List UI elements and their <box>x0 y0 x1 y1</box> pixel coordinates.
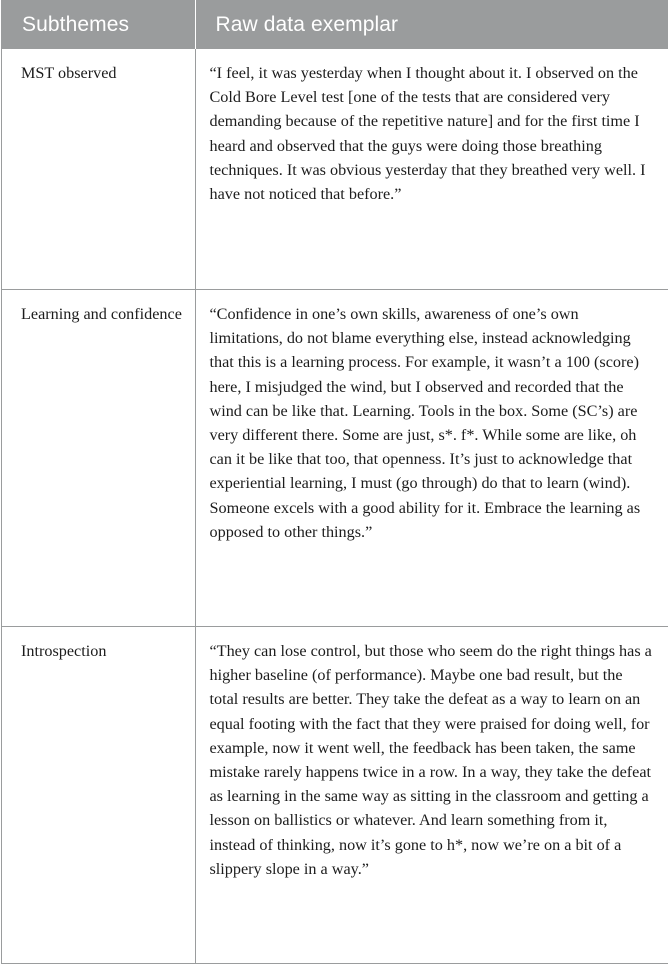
subthemes-table-container <box>1 0 668 964</box>
table-body <box>2 49 668 964</box>
exemplar-cell: “I feel, it was yesterday when I thought about it. I observed on the Cold Bore Level test [one of the tests that are considered very demanding because of the repetitive nature] and for the first time I heard and observed that the guys were doing those breathing techniques. It was obvious yesterday that they breathed very well. I have not noticed that before.” <box>195 49 668 290</box>
subtheme-cell: Introspection <box>2 627 195 964</box>
header-row <box>2 0 668 49</box>
header-subthemes: Subthemes <box>2 0 195 49</box>
table-header <box>2 0 668 49</box>
header-raw-data-exemplar: Raw data exemplar <box>195 0 668 49</box>
exemplar-cell: “Confidence in one’s own skills, awareness of one’s own limitations, do not blame everything else, instead acknowledging that this is a learning process. For example, it wasn’t a 100 (score) here, I misjudged the wind, but I observed and recorded that the wind can be like that. Learning. Tools in the box. Some (SC’s) are very different there. Some are just, s*. f*. While some are like, oh can it be like that too, that openness. It’s just to acknowledge that experiential learning, I must (go through) do that to learn (wind). Someone excels with a good ability for it. Embrace the learning as opposed to other things.” <box>195 290 668 627</box>
table-row <box>2 290 668 627</box>
exemplar-cell: “They can lose control, but those who seem do the right things has a higher baseline (of performance). Maybe one bad result, but the total results are better. They take the defeat as a way to learn on an equal footing with the fact that they were praised for doing well, for example, now it went well, the feedback has been taken, the same mistake rarely happens twice in a row. In a way, they take the defeat as learning in the same way as sitting in the classroom and getting a lesson on ballistics or whatever. And learn something from it, instead of thinking, now it’s gone to h*, now we’re on a bit of a slippery slope in a way.” <box>195 627 668 964</box>
subthemes-table <box>2 0 668 964</box>
subtheme-cell: Learning and confidence <box>2 290 195 627</box>
table-row <box>2 49 668 290</box>
subtheme-cell: MST observed <box>2 49 195 290</box>
table-row <box>2 627 668 964</box>
